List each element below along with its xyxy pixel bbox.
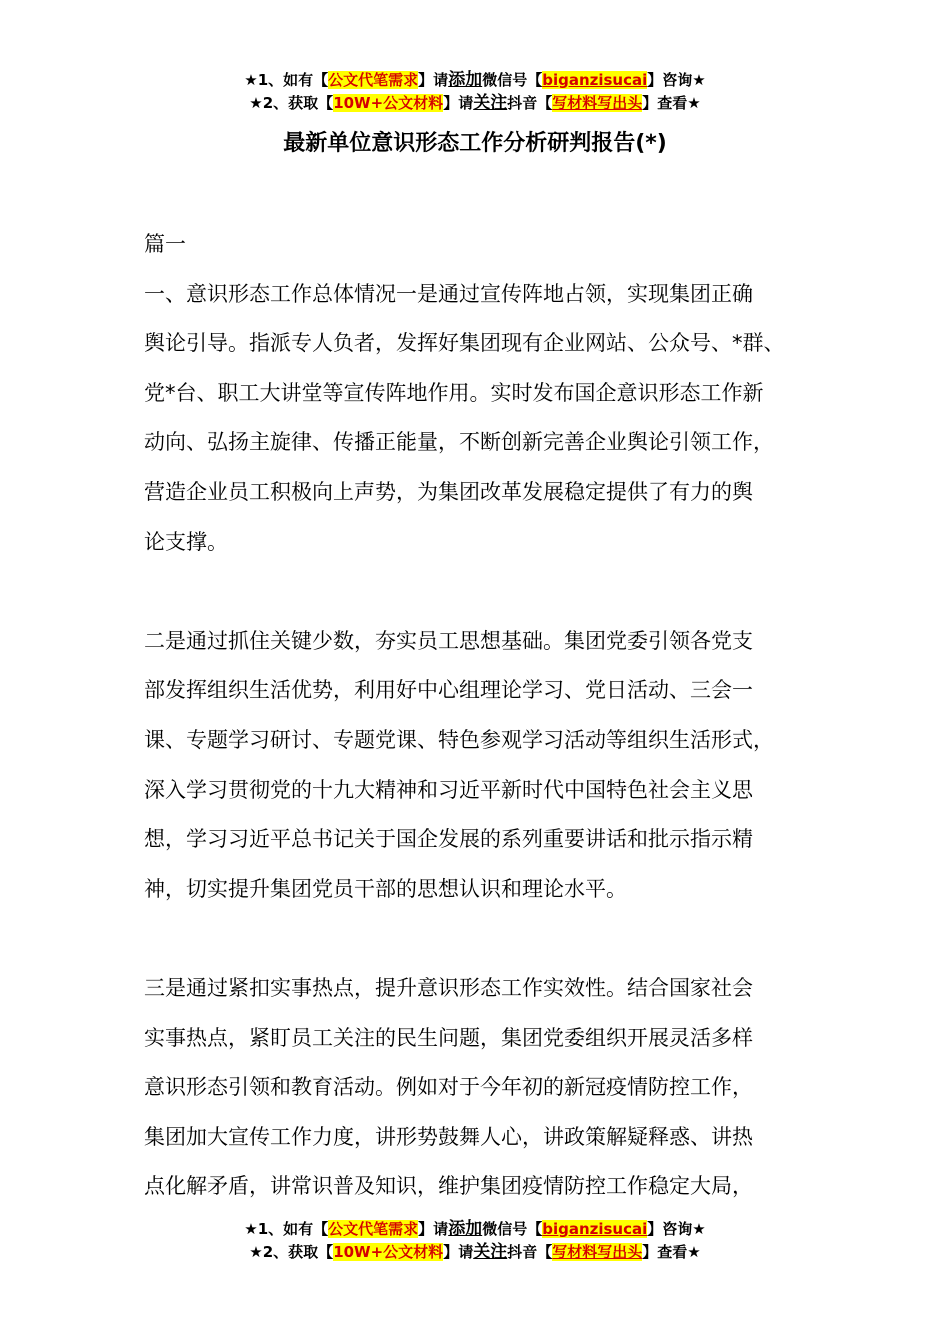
promo-text: 】咨询★ bbox=[647, 71, 706, 89]
promo-wechat-id: biganzisucai bbox=[542, 71, 648, 89]
promo-emphasis: 关注 bbox=[473, 93, 508, 113]
promo-douyin-id: 写材料写出头 bbox=[552, 1243, 643, 1261]
footer-promo bbox=[0, 1218, 950, 1264]
promo-line-2 bbox=[0, 92, 950, 115]
promo-text: 】请 bbox=[418, 1220, 449, 1238]
promo-text: 抖音【 bbox=[507, 94, 553, 112]
header-promo bbox=[0, 69, 950, 115]
paragraph-line: 动向、弘扬主旋律、传播正能量，不断创新完善企业舆论引领工作， bbox=[144, 430, 774, 455]
promo-text: 】请 bbox=[443, 94, 474, 112]
document-body bbox=[144, 220, 834, 1212]
promo-emphasis: 添加 bbox=[448, 1219, 483, 1239]
promo-line-1 bbox=[0, 69, 950, 92]
promo-text: 】请 bbox=[443, 1243, 474, 1261]
paragraph-line: 一、意识形态工作总体情况一是通过宣传阵地占领，实现集团正确 bbox=[144, 281, 753, 306]
paragraph-line: 部发挥组织生活优势，利用好中心组理论学习、党日活动、三会一 bbox=[144, 678, 753, 703]
promo-text: 微信号【 bbox=[482, 1220, 543, 1238]
paragraph bbox=[144, 270, 834, 568]
paragraph-spacer bbox=[144, 567, 834, 617]
promo-emphasis: 添加 bbox=[448, 70, 483, 90]
promo-text: 】请 bbox=[418, 71, 449, 89]
promo-text: 抖音【 bbox=[507, 1243, 553, 1261]
promo-text: ★1、如有【 bbox=[244, 1220, 329, 1238]
promo-highlight: 10W+公文材料 bbox=[333, 1243, 444, 1261]
promo-text: ★2、获取【 bbox=[249, 1243, 334, 1261]
document-title: 最新单位意识形态工作分析研判报告(*) bbox=[283, 131, 667, 156]
promo-text: ★1、如有【 bbox=[244, 71, 329, 89]
paragraph-line: 深入学习贯彻党的十九大精神和习近平新时代中国特色社会主义思 bbox=[144, 777, 753, 802]
promo-wechat-id: biganzisucai bbox=[542, 1220, 648, 1238]
promo-text: 】查看★ bbox=[642, 94, 701, 112]
paragraph-line: 集团加大宣传工作力度，讲形势鼓舞人心，讲政策解疑释惑、讲热 bbox=[144, 1124, 753, 1149]
paragraph-line: 神，切实提升集团党员干部的思想认识和理论水平。 bbox=[144, 876, 627, 901]
paragraph bbox=[144, 964, 834, 1212]
paragraph-line: 意识形态引领和教育活动。例如对于今年初的新冠疫情防控工作， bbox=[144, 1075, 753, 1100]
paragraph-line: 舆论引导。指派专人负者，发挥好集团现有企业网站、公众号、*群、 bbox=[144, 331, 785, 356]
paragraph-line: 实事热点，紧盯员工关注的民生问题，集团党委组织开展灵活多样 bbox=[144, 1025, 753, 1050]
promo-highlight: 公文代笔需求 bbox=[328, 71, 419, 89]
promo-emphasis: 关注 bbox=[473, 1242, 508, 1262]
promo-highlight: 公文代笔需求 bbox=[328, 1220, 419, 1238]
promo-douyin-id: 写材料写出头 bbox=[552, 94, 643, 112]
paragraph bbox=[144, 617, 834, 915]
paragraph-line: 营造企业员工积极向上声势，为集团改革发展稳定提供了有力的舆 bbox=[144, 479, 753, 504]
promo-line-2 bbox=[0, 1241, 950, 1264]
promo-highlight: 10W+公文材料 bbox=[333, 94, 444, 112]
section-label: 篇一 bbox=[144, 232, 186, 256]
paragraph-line: 想，学习习近平总书记关于国企发展的系列重要讲话和批示指示精 bbox=[144, 827, 753, 852]
promo-text: ★2、获取【 bbox=[249, 94, 334, 112]
paragraph-line: 点化解矛盾，讲常识普及知识，维护集团疫情防控工作稳定大局， bbox=[144, 1174, 753, 1199]
promo-line-1 bbox=[0, 1218, 950, 1241]
paragraph-line: 三是通过紧扣实事热点，提升意识形态工作实效性。结合国家社会 bbox=[144, 975, 753, 1000]
promo-text: 】查看★ bbox=[642, 1243, 701, 1261]
paragraph-spacer bbox=[144, 914, 834, 964]
promo-text: 微信号【 bbox=[482, 71, 543, 89]
paragraph-line: 二是通过抓住关键少数，夯实员工思想基础。集团党委引领各党支 bbox=[144, 628, 753, 653]
paragraph-line: 课、专题学习研讨、专题党课、特色参观学习活动等组织生活形式， bbox=[144, 727, 774, 752]
promo-text: 】咨询★ bbox=[647, 1220, 706, 1238]
paragraph-line: 论支撑。 bbox=[144, 529, 228, 554]
paragraph-line: 党*台、职工大讲堂等宣传阵地作用。实时发布国企意识形态工作新 bbox=[144, 380, 764, 405]
